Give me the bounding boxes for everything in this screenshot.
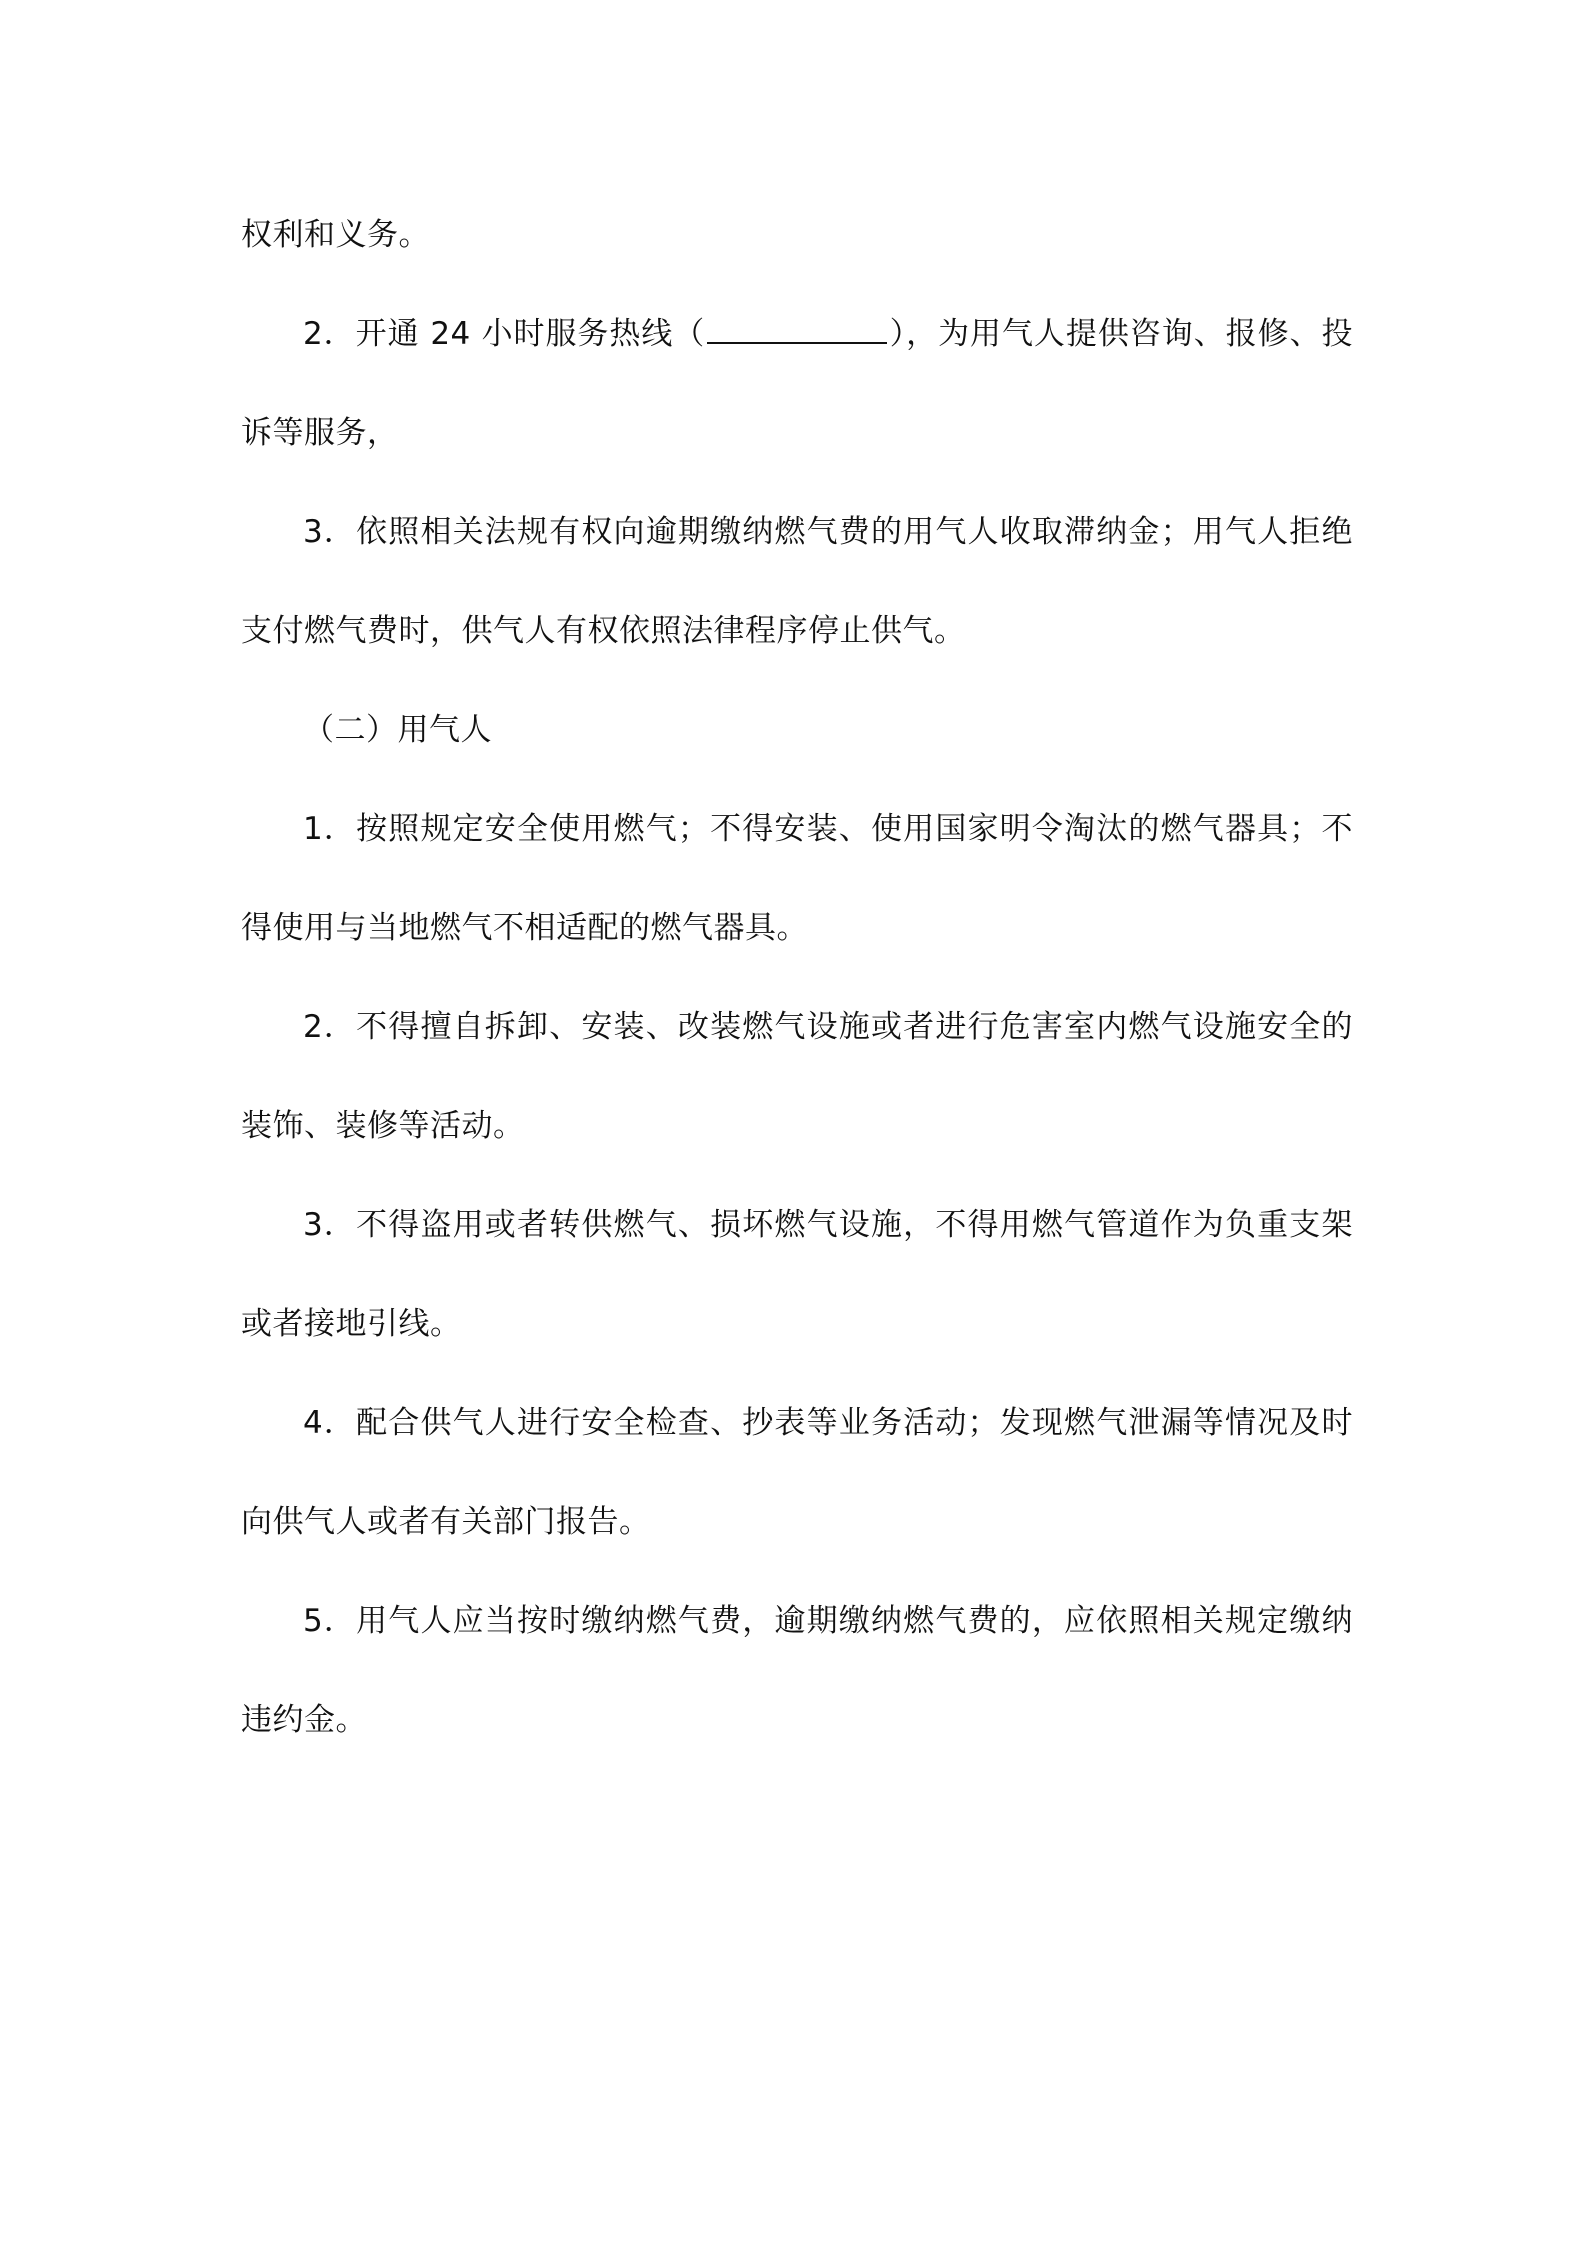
paragraph-late-fee: 3．依照相关法规有权向逾期缴纳燃气费的用气人收取滞纳金；用气人拒绝支付燃气费时，供气人有权依照法律程序停止供气。	[241, 514, 1353, 649]
paragraph-user-item-1: 1．按照规定安全使用燃气；不得安装、使用国家明令淘汰的燃气器具；不得使用与当地燃气不相适配的燃气器具。	[241, 811, 1353, 946]
paragraph-user-item-2: 2．不得擅自拆卸、安装、改装燃气设施或者进行危害室内燃气设施安全的装饰、装修等活动。	[241, 1009, 1353, 1144]
document-body	[241, 186, 1353, 1770]
paragraph-user-item-3: 3．不得盗用或者转供燃气、损坏燃气设施，不得用燃气管道作为负重支架或者接地引线。	[241, 1207, 1353, 1342]
hotline-text-before: 2．开通 24 小时服务热线（	[303, 316, 706, 352]
section-heading-gas-user: （二）用气人	[303, 712, 492, 748]
paragraph-hotline	[241, 285, 1353, 483]
hotline-text-after: ），为用气人提供咨询、报修、投诉等服务，	[241, 316, 1353, 451]
paragraph-user-item-5: 5．用气人应当按时缴纳燃气费，逾期缴纳燃气费的，应依照相关规定缴纳违约金。	[241, 1603, 1353, 1738]
hotline-number-blank	[707, 316, 887, 344]
paragraph-rights-obligations-end: 权利和义务。	[241, 217, 430, 253]
paragraph-user-item-4: 4．配合供气人进行安全检查、抄表等业务活动；发现燃气泄漏等情况及时向供气人或者有关部门报告。	[241, 1405, 1353, 1540]
